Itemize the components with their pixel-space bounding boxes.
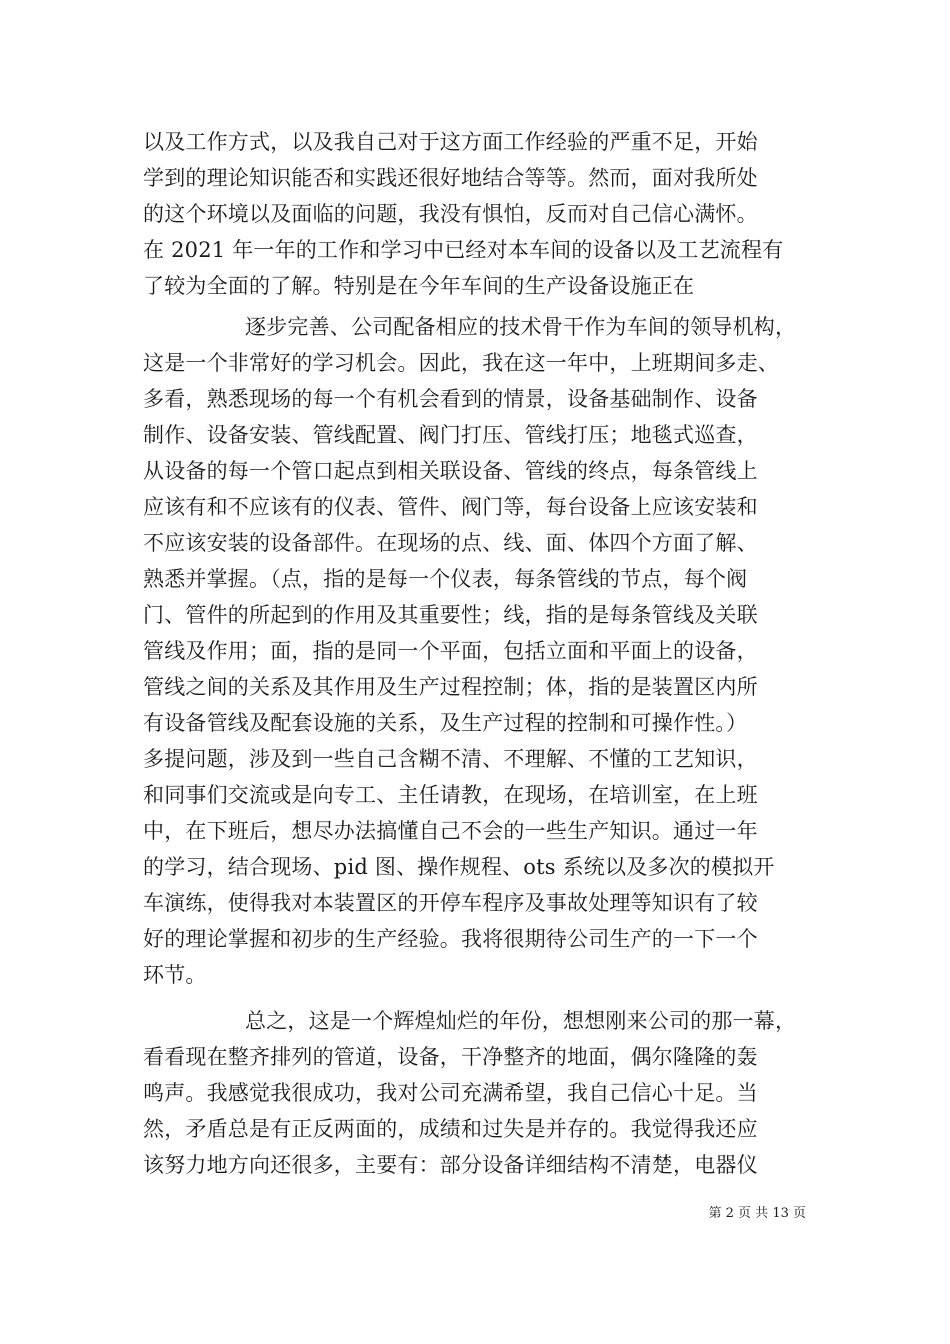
text-line: 鸣声。我感觉我很成功，我对公司充满希望，我自己信心十足。当 [143, 1081, 758, 1105]
text-line: 熟悉并掌握。（点，指的是每一个仪表，每条管线的节点，每个阀 [143, 567, 748, 591]
text-line: 在 2021 年一年的工作和学习中已经对本车间的设备以及工艺流程有 [143, 238, 784, 262]
text-line: 从设备的每一个管口起点到相关联设备、管线的终点，每条管线上 [143, 459, 758, 483]
text-line: 有设备管线及配套设施的关系，及生产过程的控制和可操作性。） [143, 711, 748, 735]
text-line: 管线及作用；面，指的是同一个平面，包括立面和平面上的设备， [143, 639, 758, 663]
text-line: 该努力地方向还很多，主要有：部分设备详细结构不清楚，电器仪 [143, 1153, 758, 1177]
text-line: 的这个环境以及面临的问题，我没有惧怕，反而对自己信心满怀。 [143, 202, 758, 226]
page-number-footer: 第 2 页 共 13 页 [708, 1206, 806, 1221]
text-line: 总之，这是一个辉煌灿烂的年份，想想刚来公司的那一幕， [245, 1009, 797, 1033]
text-line: 这是一个非常好的学习机会。因此，我在这一年中，上班期间多走、 [143, 351, 779, 375]
text-line: 多提问题，涉及到一些自己含糊不清、不理解、不懂的工艺知识， [143, 747, 758, 771]
text-line: 中，在下班后，想尽办法搞懂自己不会的一些生产知识。通过一年 [143, 819, 758, 843]
text-line: 学到的理论知识能否和实践还很好地结合等等。然而，面对我所处 [143, 166, 758, 190]
text-line: 多看，熟悉现场的每一个有机会看到的情景，设备基础制作、设备 [143, 387, 758, 411]
text-line: 管线之间的关系及其作用及生产过程控制；体，指的是装置区内所 [143, 675, 758, 699]
text-line: 逐步完善、公司配备相应的技术骨干作为车间的领导机构， [245, 315, 797, 339]
text-line: 和同事们交流或是向专工、主任请教，在现场，在培训室，在上班 [143, 783, 758, 807]
text-line: 了较为全面的了解。特别是在今年车间的生产设备设施正在 [143, 274, 695, 298]
text-line: 门、管件的所起到的作用及其重要性；线，指的是每条管线及关联 [143, 603, 758, 627]
text-line: 制作、设备安装、管线配置、阀门打压、管线打压；地毯式巡查， [143, 423, 758, 447]
text-line: 不应该安装的设备部件。在现场的点、线、面、体四个方面了解、 [143, 531, 758, 555]
text-line: 车演练，使得我对本装置区的开停车程序及事故处理等知识有了较 [143, 891, 758, 915]
text-line: 应该有和不应该有的仪表、管件、阀门等，每台设备上应该安装和 [143, 495, 758, 519]
text-line: 的学习，结合现场、pid 图、操作规程、ots 系统以及多次的模拟开 [143, 855, 775, 879]
text-line: 然，矛盾总是有正反两面的，成绩和过失是并存的。我觉得我还应 [143, 1117, 758, 1141]
text-line: 以及工作方式，以及我自己对于这方面工作经验的严重不足，开始 [143, 130, 758, 154]
text-line: 看看现在整齐排列的管道，设备，干净整齐的地面，偶尔隆隆的轰 [143, 1045, 758, 1069]
text-line: 环节。 [143, 963, 207, 987]
text-line: 好的理论掌握和初步的生产经验。我将很期待公司生产的一下一个 [143, 927, 758, 951]
